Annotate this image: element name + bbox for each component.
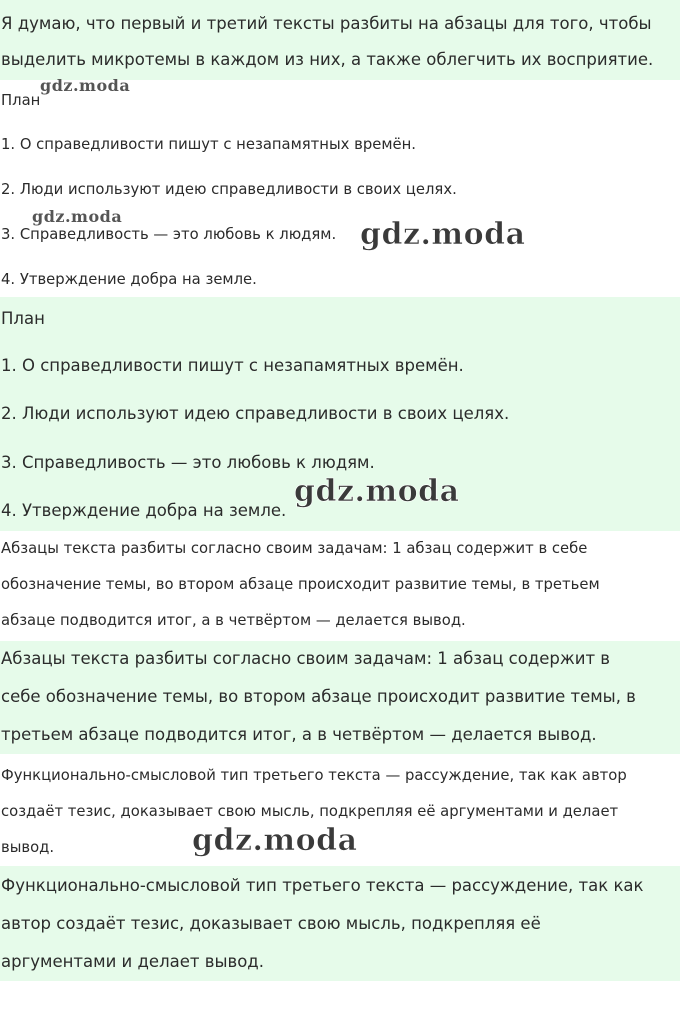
text-line: автор создаёт тезис, доказывает свою мысль, подкрепляя её <box>1 914 541 933</box>
plan-title: План <box>1 92 41 109</box>
plan-item: 3. Справедливость — это любовь к людям. <box>1 226 337 243</box>
plan-item: 3. Справедливость — это любовь к людям. <box>1 453 375 472</box>
text-line: Функционально-смысловой тип третьего текста — рассуждение, так как автор <box>1 767 627 784</box>
watermark-logo: gdz.moda <box>294 474 460 509</box>
text-line: обозначение темы, во втором абзаце происходит развитие темы, в третьем <box>1 576 600 593</box>
text-line: Я думаю, что первый и третий тексты разбиты на абзацы для того, чтобы <box>1 14 652 33</box>
plan-item: 2. Люди используют идею справедливости в своих целях. <box>1 404 510 423</box>
answer-block-1 <box>0 0 680 80</box>
watermark-logo: gdz.moda <box>32 207 123 226</box>
text-line: Функционально-смысловой тип третьего текста — рассуждение, так как <box>1 876 644 895</box>
watermark-logo: gdz.moda <box>192 823 358 858</box>
answer-block-3 <box>0 641 680 754</box>
text-line: себе обозначение темы, во втором абзаце происходит развитие темы, в <box>1 687 636 706</box>
watermark-logo: gdz.moda <box>40 76 131 95</box>
text-line: Абзацы текста разбиты согласно своим задачам: 1 абзац содержит в себе <box>1 540 588 557</box>
text-line: аргументами и делает вывод. <box>1 952 264 971</box>
text-line: вывод. <box>1 839 55 856</box>
plan-item: 4. Утверждение добра на земле. <box>1 271 257 288</box>
text-line: третьем абзаце подводится итог, а в четвёртом — делается вывод. <box>1 725 597 744</box>
plan-block-1 <box>0 80 680 297</box>
text-line: абзаце подводится итог, а в четвёртом — делается вывод. <box>1 612 466 629</box>
watermark-logo: gdz.moda <box>360 217 526 252</box>
answer-block-2 <box>0 531 680 641</box>
plan-item: 1. О справедливости пишут с незапамятных времён. <box>1 356 464 375</box>
plan-title: План <box>1 309 45 328</box>
plan-item: 2. Люди используют идею справедливости в своих целях. <box>1 181 457 198</box>
text-line: создаёт тезис, доказывает свою мысль, подкрепляя её аргументами и делает <box>1 803 619 820</box>
answer-block-5 <box>0 866 680 981</box>
plan-item: 4. Утверждение добра на земле. <box>1 501 287 520</box>
text-line: выделить микротемы в каждом из них, а также облегчить их восприятие. <box>1 50 654 69</box>
text-line: Абзацы текста разбиты согласно своим задачам: 1 абзац содержит в <box>1 649 611 668</box>
plan-item: 1. О справедливости пишут с незапамятных времён. <box>1 136 416 153</box>
